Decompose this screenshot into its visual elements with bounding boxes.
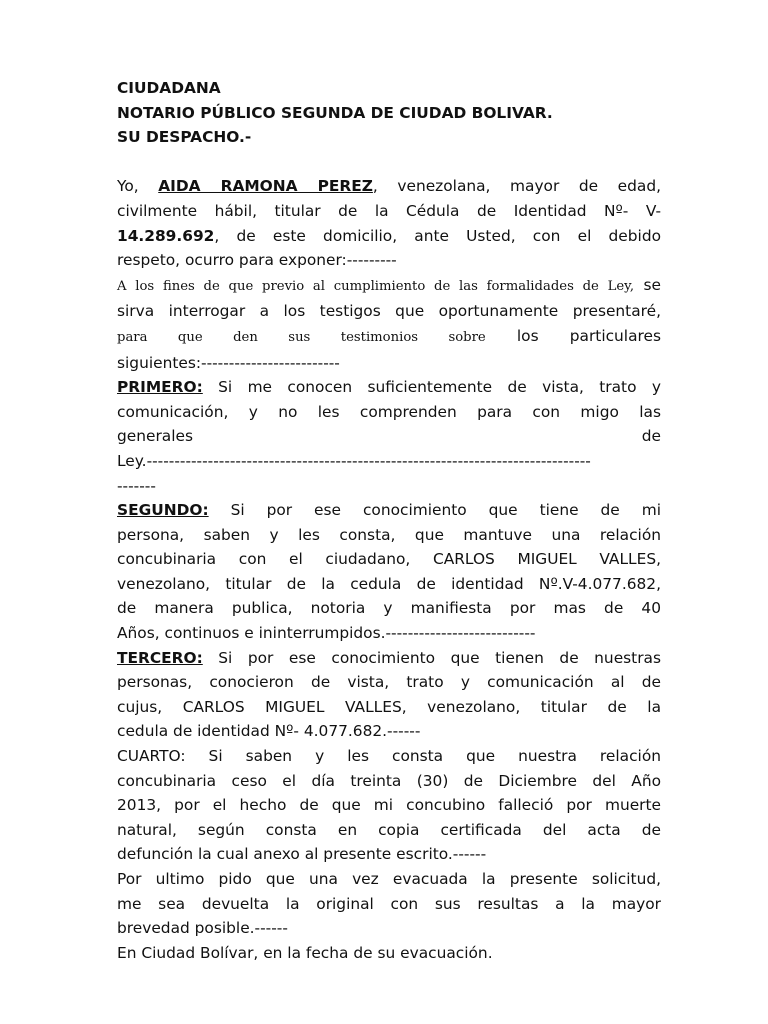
intro-yo: Yo, — [117, 177, 159, 196]
petitioner-cedula: 14.289.692 — [117, 226, 215, 245]
addressee: CIUDADANA — [117, 79, 221, 97]
closing-line-2: me sea devuelta la original con sus resultas a la mayor — [117, 894, 661, 913]
segundo-line-3: concubinaria con el ciudadano, CARLOS MIGUEL VALLES, — [117, 550, 661, 569]
segundo-paragraph — [117, 498, 661, 646]
cuarto-line-2: concubinaria ceso el día treinta (30) de Diciembre del Año — [117, 771, 661, 790]
tercero-text-1: Si por ese conocimiento que tienen de nuestras — [202, 648, 661, 667]
primero-line-2: comunicación, y no les comprenden para con migo las — [117, 402, 661, 421]
request-serif-a: A los fines de que previo al cumplimiento de las formalidades de Ley, — [117, 278, 635, 294]
cuarto-line-5: defunción la cual anexo al presente escrito.------ — [117, 845, 487, 864]
document-page — [117, 76, 661, 965]
request-line-2: sirva interrogar a los testigos que oportunamente presentaré, — [117, 302, 661, 321]
cuarto-line-1: CUARTO: Si saben y les consta que nuestra relación — [117, 747, 661, 766]
segundo-line-4: venezolano, titular de la cedula de identidad Nº.V-4.077.682, — [117, 574, 661, 593]
segundo-line-5: de manera publica, notoria y manifiesta por mas de 40 — [117, 599, 661, 618]
primero-line-4: Ley.-------------------------------------------------------------------------------- — [117, 451, 591, 470]
tercero-label: TERCERO: — [117, 648, 203, 667]
cuarto-line-4: natural, según consta en copia certificada del acta de — [117, 820, 661, 839]
spacer — [117, 150, 661, 175]
segundo-line-2: persona, saben y les consta, que mantuve una relación — [117, 525, 661, 544]
tercero-line-3: cujus, CARLOS MIGUEL VALLES, venezolano, titular de la — [117, 697, 661, 716]
intro-line-4: respeto, ocurro para exponer:--------- — [117, 251, 397, 270]
tercero-paragraph — [117, 646, 661, 744]
segundo-line-6: Años, continuos e ininterrumpidos.--------------------------- — [117, 624, 536, 643]
request-se: se — [643, 275, 661, 294]
segundo-label: SEGUNDO: — [117, 501, 209, 520]
intro-after-name: , venezolana, mayor de edad, — [372, 177, 661, 196]
primero-line-3: generales de — [117, 427, 661, 446]
request-line-4: siguientes:------------------------- — [117, 353, 340, 372]
despacho: SU DESPACHO.- — [117, 128, 252, 147]
closing-line-4: En Ciudad Bolívar, en la fecha de su evacuación. — [117, 943, 493, 962]
tercero-line-4: cedula de identidad Nº- 4.077.682.------ — [117, 722, 421, 741]
request-serif-b: para que den sus testimonios sobre — [117, 329, 486, 345]
tercero-line-2: personas, conocieron de vista, trato y comunicación al de — [117, 673, 661, 692]
intro-after-cedula: , de este domicilio, ante Usted, con el debido — [214, 226, 661, 245]
primero-paragraph — [117, 375, 661, 498]
closing-paragraph — [117, 867, 661, 965]
cuarto-paragraph — [117, 744, 661, 867]
closing-line-1: Por ultimo pido que una vez evacuada la presente solicitud, — [117, 870, 661, 888]
office-title: NOTARIO PÚBLICO SEGUNDA DE CIUDAD BOLIVAR. — [117, 103, 553, 122]
petitioner-name: AIDA RAMONA PEREZ — [158, 177, 373, 196]
segundo-text-1: Si por ese conocimiento que tiene de mi — [208, 501, 661, 520]
request-los: los particulares — [516, 326, 661, 345]
intro-paragraph — [117, 174, 661, 272]
closing-line-3: brevedad posible.------ — [117, 919, 288, 938]
intro-line-2: civilmente hábil, titular de la Cédula de Identidad Nº- V- — [117, 201, 661, 220]
cuarto-line-3: 2013, por el hecho de que mi concubino falleció por muerte — [117, 796, 661, 815]
primero-line-5: ------- — [117, 476, 156, 495]
request-paragraph — [117, 273, 661, 375]
primero-label: PRIMERO: — [117, 378, 203, 397]
primero-text-1: Si me conocen suficientemente de vista, trato y — [202, 378, 661, 397]
